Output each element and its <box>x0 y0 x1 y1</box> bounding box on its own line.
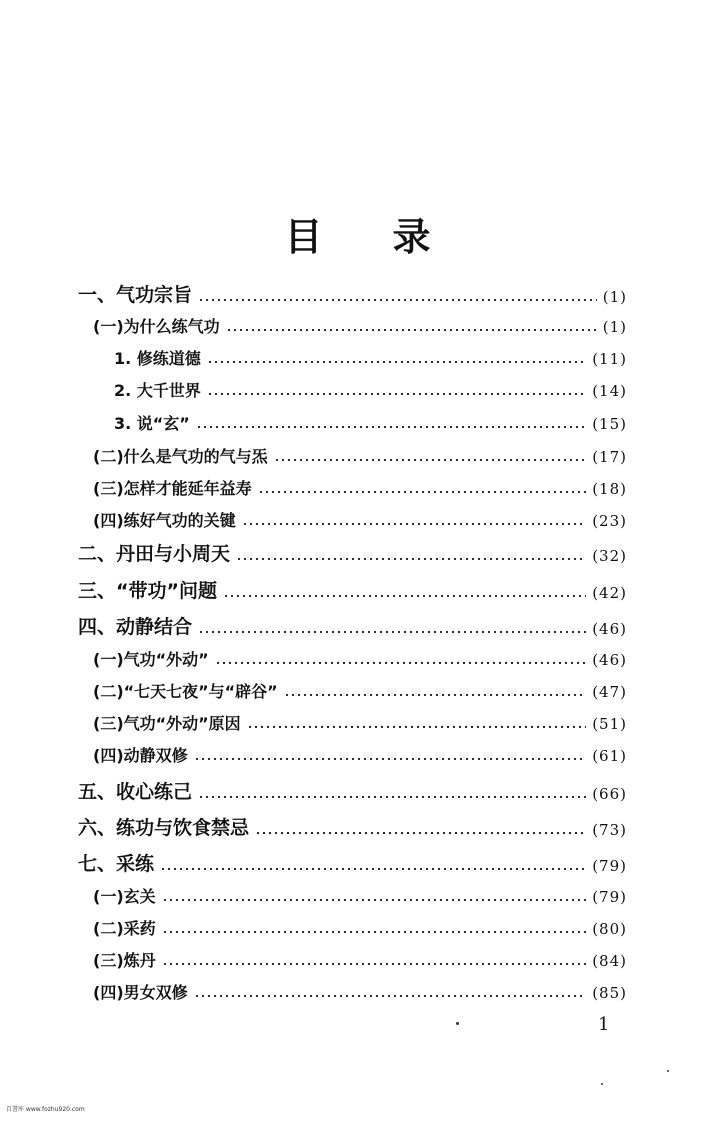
toc-entry[interactable] <box>78 618 627 637</box>
leader-dots <box>198 631 586 633</box>
toc-entry-page: (15) <box>592 415 627 433</box>
toc-entry-page: (46) <box>592 651 627 669</box>
toc-entry-page: (18) <box>592 480 627 498</box>
toc-entry-label: 三、“带功”问题 <box>78 580 217 602</box>
toc-entry[interactable] <box>93 319 627 335</box>
toc-entry-label: 六、练功与饮食禁忌 <box>78 817 250 839</box>
toc-entry[interactable] <box>78 286 627 305</box>
toc-entry[interactable] <box>93 889 627 905</box>
toc-entry[interactable] <box>78 582 627 601</box>
toc-entry-page: (14) <box>592 382 627 400</box>
leader-dots <box>207 393 586 395</box>
toc-entry[interactable] <box>93 953 627 969</box>
leader-dots <box>236 558 586 560</box>
toc-entry-label: (四)动静双修 <box>93 746 188 765</box>
leader-dots <box>162 963 587 965</box>
toc-entry-page: (73) <box>592 821 627 839</box>
leader-dots <box>162 931 587 933</box>
toc-entry-label: (四)男女双修 <box>93 983 188 1002</box>
leader-dots <box>215 662 587 664</box>
toc-entry[interactable] <box>114 383 627 399</box>
toc-entry[interactable] <box>78 855 627 874</box>
toc-entry-page: (11) <box>592 350 627 368</box>
toc-entry[interactable] <box>114 416 627 432</box>
leader-dots <box>194 995 587 997</box>
toc-entry[interactable] <box>93 921 627 937</box>
toc-entry-label: (一)玄关 <box>93 887 156 906</box>
toc-entry[interactable] <box>93 716 627 732</box>
leader-dots <box>160 868 586 870</box>
leader-dots <box>198 796 586 798</box>
toc-entry-page: (85) <box>592 984 627 1002</box>
toc-entry-page: (66) <box>592 785 627 803</box>
leader-dots <box>274 459 587 461</box>
toc-entry-page: (80) <box>592 920 627 938</box>
leader-dots <box>223 595 586 597</box>
toc-entry-page: (1) <box>602 318 627 336</box>
toc-entry-page: (1) <box>602 288 627 306</box>
toc-entry-page: (79) <box>592 888 627 906</box>
leader-dots <box>226 329 597 331</box>
page-title: 目录 <box>284 215 501 259</box>
toc-entry[interactable] <box>78 819 627 838</box>
toc-entry-page: (46) <box>592 620 627 638</box>
page-number: 1 <box>598 1014 610 1035</box>
leader-dots <box>162 899 587 901</box>
toc-entry-page: (32) <box>592 547 627 565</box>
scan-speck <box>456 1022 459 1025</box>
toc-entry-page: (47) <box>592 683 627 701</box>
toc-entry[interactable] <box>93 481 627 497</box>
toc-entry-label: (二)什么是气功的气与炁 <box>93 447 268 466</box>
toc-entry-page: (84) <box>592 952 627 970</box>
leader-dots <box>207 361 586 363</box>
toc-entry[interactable] <box>114 351 627 367</box>
toc-entry-page: (42) <box>592 584 627 602</box>
toc-entry-label: 二、丹田与小周天 <box>78 543 231 565</box>
toc-entry[interactable] <box>93 513 627 529</box>
toc-entry-page: (23) <box>592 512 627 530</box>
toc-entry[interactable] <box>78 545 627 564</box>
scan-speck <box>601 1083 603 1085</box>
toc-entry-label: (四)练好气功的关键 <box>93 511 236 530</box>
toc-entry-page: (61) <box>592 747 627 765</box>
toc-entry-label: (一)气功“外动” <box>93 650 209 669</box>
toc-entry-label: (三)气功“外动”原因 <box>93 714 241 733</box>
toc-entry[interactable] <box>93 449 627 465</box>
leader-dots <box>196 426 586 428</box>
toc-entry-page: (17) <box>592 448 627 466</box>
toc-entry[interactable] <box>78 783 627 802</box>
toc-entry-label: 2. 大千世界 <box>114 381 201 400</box>
toc-entry-label: 一、气功宗旨 <box>78 284 193 306</box>
toc-entry-label: 1. 修练道德 <box>114 349 201 368</box>
toc-entry-label: 四、动静结合 <box>78 616 193 638</box>
toc-entry-label: 七、采练 <box>78 853 155 875</box>
toc-entry-page: (79) <box>592 857 627 875</box>
toc-entry-label: 3. 说“玄” <box>114 414 190 433</box>
toc-entry-label: (三)怎样才能延年益寿 <box>93 479 252 498</box>
leader-dots <box>247 726 587 728</box>
toc-entry-page: (51) <box>592 715 627 733</box>
leader-dots <box>198 299 597 301</box>
leader-dots <box>194 758 587 760</box>
toc-entry-label: (二)采药 <box>93 919 156 938</box>
leader-dots <box>255 832 586 834</box>
leader-dots <box>284 694 587 696</box>
toc-entry[interactable] <box>93 985 627 1001</box>
toc-entry-label: (三)炼丹 <box>93 951 156 970</box>
toc-entry-label: (一)为什么练气功 <box>93 317 220 336</box>
toc-entry-label: (二)“七天七夜”与“辟谷” <box>93 682 278 701</box>
leader-dots <box>258 491 587 493</box>
toc-entry[interactable] <box>93 652 627 668</box>
footer-watermark: 百書库 www.fozhu920.com <box>6 1106 85 1113</box>
leader-dots <box>242 523 587 525</box>
toc-entry[interactable] <box>93 748 627 764</box>
toc-entry-label: 五、收心练己 <box>78 781 193 803</box>
scan-speck <box>667 1070 669 1072</box>
toc-entry[interactable] <box>93 684 627 700</box>
